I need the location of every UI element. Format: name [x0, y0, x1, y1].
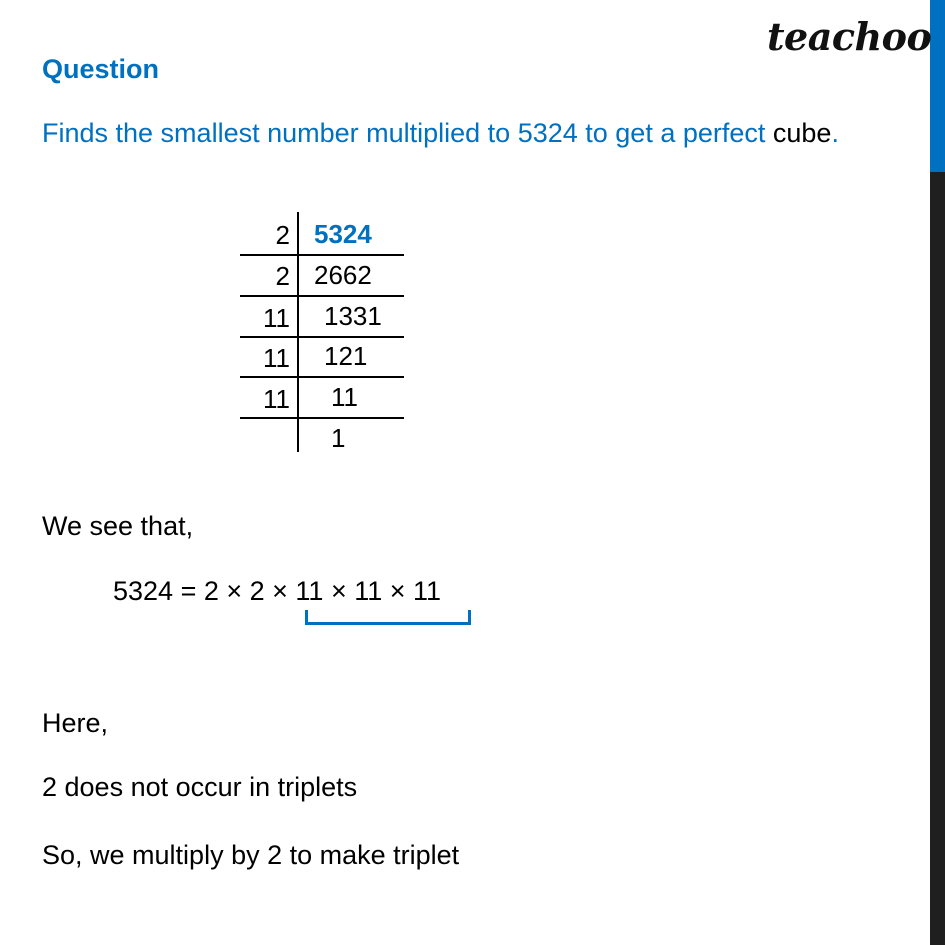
question-heading: Question: [42, 54, 160, 84]
divisor-cell: 2: [275, 261, 290, 291]
division-vertical-line: [297, 212, 299, 452]
divisor-cell: 11: [263, 384, 290, 414]
factorization-equation: 5324 = 2 × 2 × 11 × 11 × 11: [113, 576, 442, 606]
prime-division-table: [240, 212, 404, 452]
divisor-cell: 11: [263, 343, 290, 373]
division-rule: [240, 417, 404, 419]
division-rule: [240, 254, 404, 256]
triplet-bracket: [305, 610, 471, 625]
scrollbar-thumb[interactable]: [930, 0, 945, 172]
question-text: [42, 118, 839, 149]
quotient-cell: 1331: [324, 301, 382, 331]
division-rule: [240, 376, 404, 378]
explanation-line-2: So, we multiply by 2 to make triplet: [42, 840, 460, 870]
we-see-that-text: We see that,: [42, 511, 194, 541]
question-word-cube: cube: [772, 118, 832, 148]
quotient-cell: 121: [324, 341, 368, 371]
question-period: .: [831, 118, 839, 148]
division-rule: [240, 336, 404, 338]
dividend-cell: 5324: [314, 219, 372, 249]
division-rule: [240, 295, 404, 297]
quotient-cell: 2662: [314, 260, 372, 290]
divisor-cell: 2: [275, 220, 290, 250]
teachoo-logo: teachoo: [767, 14, 932, 59]
divisor-cell: 11: [263, 303, 290, 333]
explanation-line-1: 2 does not occur in triplets: [42, 772, 358, 802]
quotient-cell: 1: [331, 423, 346, 453]
quotient-cell: 11: [331, 382, 358, 412]
here-text: Here,: [42, 708, 109, 738]
question-main: Finds the smallest number multiplied to 5324 to get a perfect: [42, 118, 773, 148]
